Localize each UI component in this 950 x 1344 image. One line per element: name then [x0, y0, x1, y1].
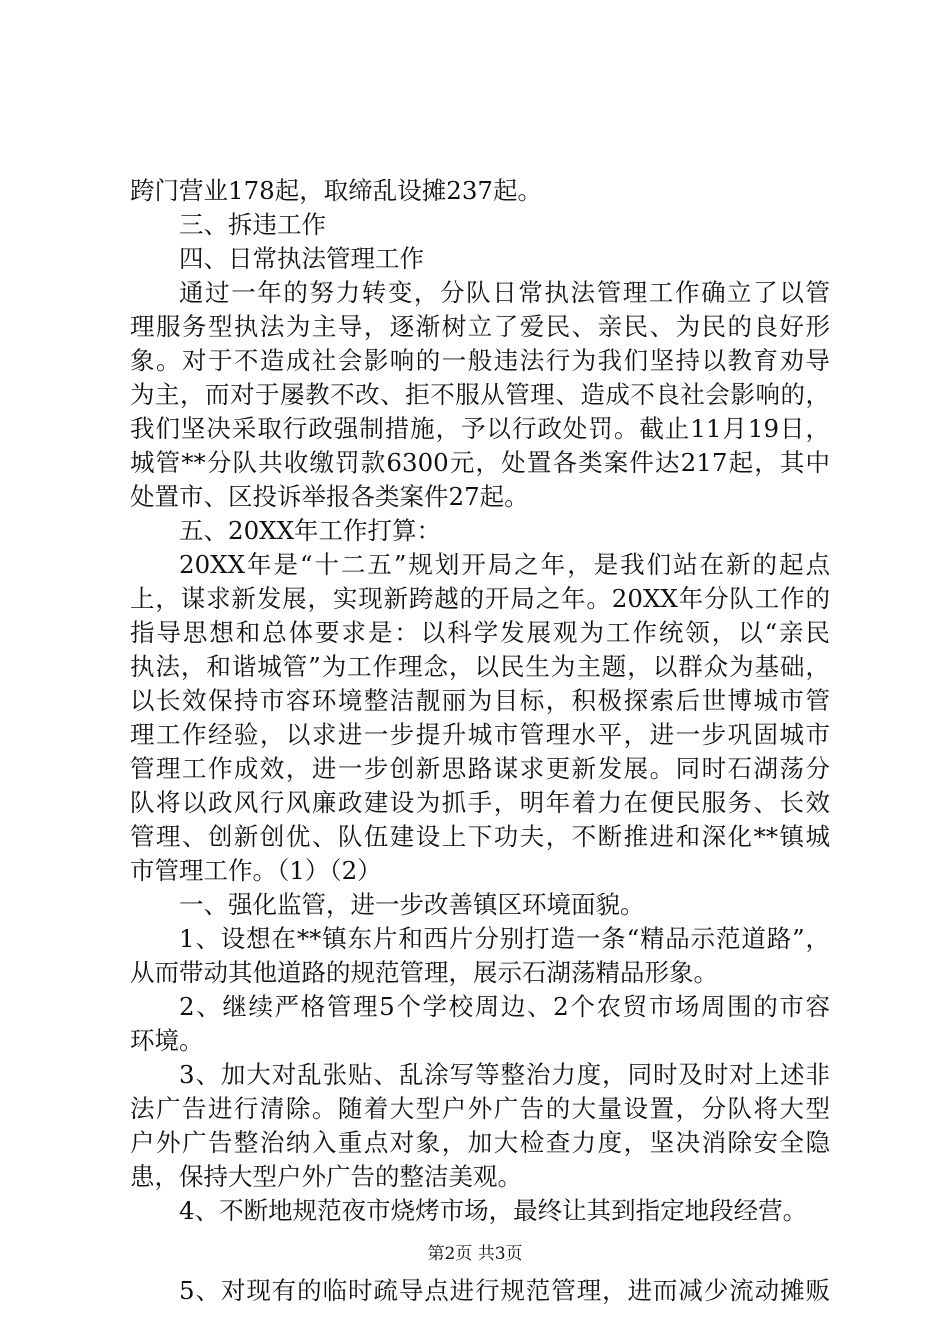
text-line: 户外广告整治纳入重点对象，加大检查力度，坚决消除安全隐	[130, 1128, 830, 1157]
text-line: 4、不断地规范夜市烧烤市场，最终让其到指定地段经营。	[179, 1196, 808, 1225]
page-footer: 第2页 共3页	[427, 1244, 523, 1264]
section-heading: 三、拆违工作	[179, 210, 326, 239]
section-heading: 一、强化监管，进一步改善镇区环境面貌。	[179, 890, 645, 919]
text-line: 2、继续严格管理5个学校周边、2个农贸市场周围的市容	[179, 992, 830, 1021]
section-heading: 四、日常执法管理工作	[179, 244, 424, 273]
document-body	[130, 174, 830, 1308]
text-line: 5、对现有的临时疏导点进行规范管理，进而减少流动摊贩	[179, 1276, 830, 1305]
text-line: 管理、创新创优、队伍建设上下功夫，不断推进和深化**镇城	[130, 822, 830, 851]
text-line: 环境。	[130, 1026, 204, 1055]
text-line: 理工作经验，以求进一步提升城市管理水平，进一步巩固城市	[130, 720, 830, 749]
text-line: 跨门营业178起，取缔乱设摊237起。	[130, 176, 543, 205]
text-line: 20XX年是“十二五”规划开局之年，是我们站在新的起点	[179, 550, 830, 579]
text-line: 象。对于不造成社会影响的一般违法行为我们坚持以教育劝导	[130, 346, 830, 375]
text-line: 队将以政风行风廉政建设为抓手，明年着力在便民服务、长效	[130, 788, 830, 817]
text-line: 从而带动其他道路的规范管理，展示石湖荡精品形象。	[130, 958, 718, 987]
text-line: 管理工作成效，进一步创新思路谋求更新发展。同时石湖荡分	[130, 754, 830, 783]
text-line: 3、加大对乱张贴、乱涂写等整治力度，同时及时对上述非	[179, 1060, 830, 1089]
text-line: 市管理工作。（1）（2）	[130, 856, 382, 885]
text-line: 患，保持大型户外广告的整洁美观。	[130, 1162, 522, 1191]
text-line: 以长效保持市容环境整洁靓丽为目标，积极探索后世博城市管	[130, 686, 830, 715]
text-line: 为主，而对于屡教不改、拒不服从管理、造成不良社会影响的，	[130, 380, 830, 409]
text-line: 指导思想和总体要求是：以科学发展观为工作统领，以“亲民	[130, 618, 830, 647]
text-line: 处置市、区投诉举报各类案件27起。	[130, 482, 529, 511]
text-line: 上，谋求新发展，实现新跨越的开局之年。20XX年分队工作的	[130, 584, 830, 613]
section-heading: 五、20XX年工作打算：	[179, 516, 442, 545]
text-line: 我们坚决采取行政强制措施，予以行政处罚。截止11月19日，	[130, 414, 830, 443]
text-line: 通过一年的努力转变，分队日常执法管理工作确立了以管	[179, 278, 830, 307]
text-line: 理服务型执法为主导，逐渐树立了爱民、亲民、为民的良好形	[130, 312, 830, 341]
text-line: 城管**分队共收缴罚款6300元，处置各类案件达217起，其中	[130, 448, 830, 477]
text-line: 法广告进行清除。随着大型户外广告的大量设置，分队将大型	[130, 1094, 830, 1123]
text-line: 执法，和谐城管”为工作理念，以民生为主题，以群众为基础，	[130, 652, 830, 681]
text-line: 1、设想在**镇东片和西片分别打造一条“精品示范道路”，	[179, 924, 830, 953]
